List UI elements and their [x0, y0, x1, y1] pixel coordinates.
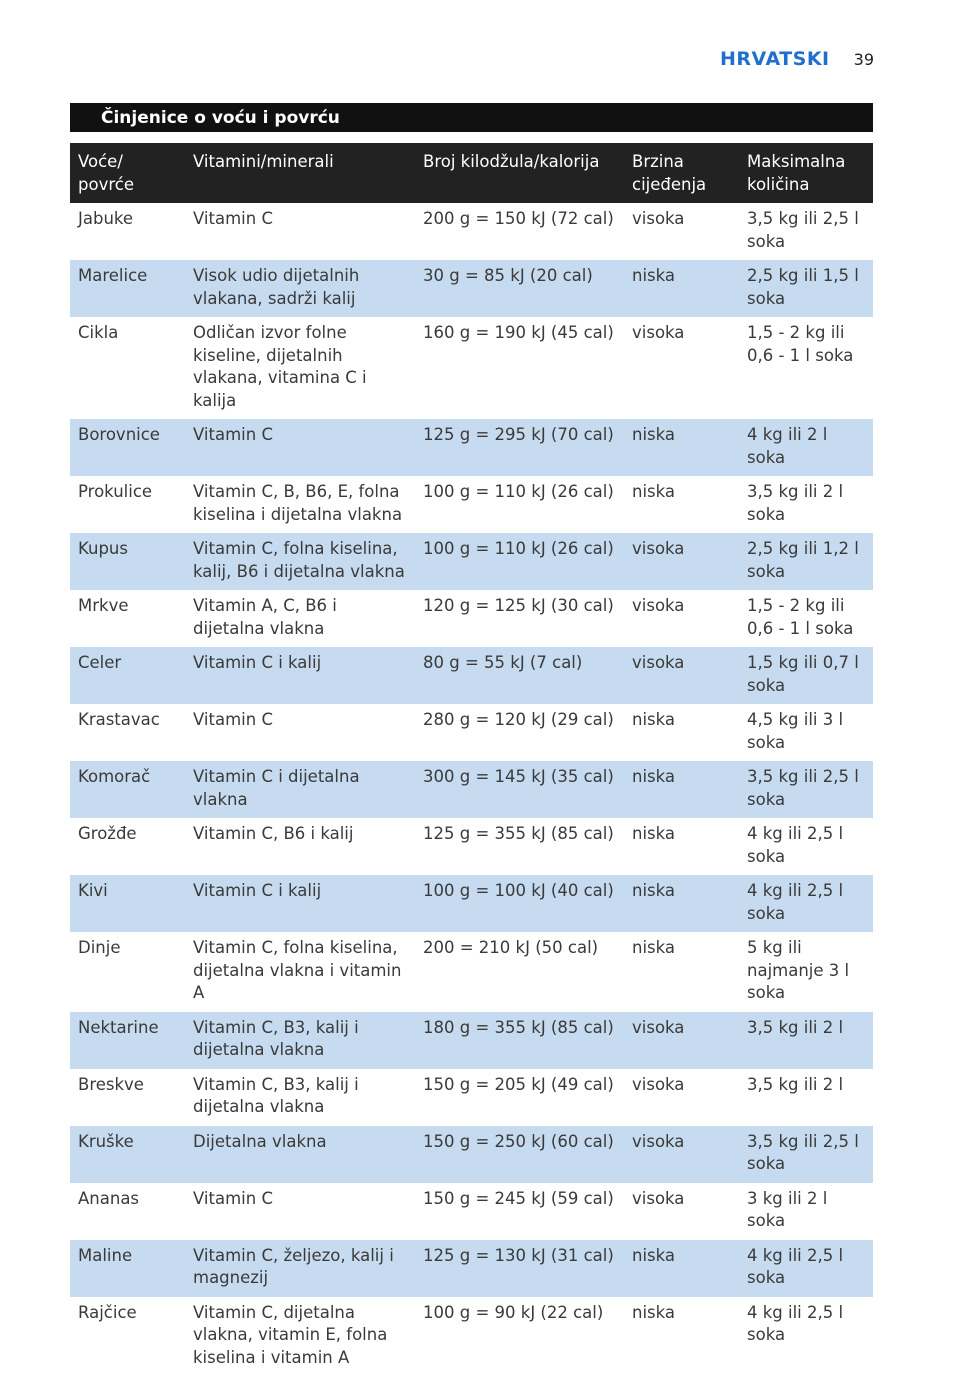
- cell-max-amount: 1,5 - 2 kg ili 0,6 - 1 l soka: [739, 590, 873, 647]
- cell-speed: niska: [624, 875, 739, 932]
- cell-vitamins: Vitamin C: [185, 419, 415, 476]
- table-row: [70, 1069, 873, 1126]
- cell-energy: 100 g = 110 kJ (26 cal): [415, 476, 624, 533]
- cell-energy: 125 g = 130 kJ (31 cal): [415, 1240, 624, 1297]
- table-row: [70, 203, 873, 260]
- cell-speed: niska: [624, 1297, 739, 1376]
- cell-energy: 125 g = 355 kJ (85 cal): [415, 818, 624, 875]
- cell-energy: 100 g = 100 kJ (40 cal): [415, 875, 624, 932]
- cell-speed: visoka: [624, 317, 739, 419]
- section-title: Činjenice o voću i povrću: [70, 103, 873, 132]
- cell-vitamins: Vitamin C, željezo, kalij i magnezij: [185, 1240, 415, 1297]
- cell-name: Marelice: [70, 260, 185, 317]
- cell-name: Cikla: [70, 317, 185, 419]
- cell-max-amount: 3,5 kg ili 2,5 l soka: [739, 203, 873, 260]
- cell-energy: 120 g = 125 kJ (30 cal): [415, 590, 624, 647]
- cell-max-amount: 1,5 - 2 kg ili 0,6 - 1 l soka: [739, 317, 873, 419]
- table-row: [70, 533, 873, 590]
- cell-speed: visoka: [624, 533, 739, 590]
- table-row: [70, 260, 873, 317]
- cell-name: Ananas: [70, 1183, 185, 1240]
- cell-name: Jabuke: [70, 203, 185, 260]
- cell-speed: niska: [624, 419, 739, 476]
- cell-speed: visoka: [624, 1012, 739, 1069]
- cell-speed: niska: [624, 932, 739, 1012]
- cell-speed: niska: [624, 818, 739, 875]
- cell-energy: 300 g = 145 kJ (35 cal): [415, 761, 624, 818]
- table-row: [70, 317, 873, 419]
- cell-name: Rajčice: [70, 1297, 185, 1376]
- cell-speed: niska: [624, 476, 739, 533]
- cell-max-amount: 3,5 kg ili 2 l: [739, 1069, 873, 1126]
- cell-name: Krastavac: [70, 704, 185, 761]
- cell-speed: visoka: [624, 203, 739, 260]
- cell-energy: 80 g = 55 kJ (7 cal): [415, 647, 624, 704]
- cell-speed: niska: [624, 704, 739, 761]
- table-row: [70, 818, 873, 875]
- column-header: Broj kilodžula/kalorija: [415, 143, 624, 203]
- cell-name: Borovnice: [70, 419, 185, 476]
- cell-max-amount: 3,5 kg ili 2,5 l soka: [739, 1126, 873, 1183]
- cell-speed: visoka: [624, 1126, 739, 1183]
- cell-speed: visoka: [624, 1183, 739, 1240]
- table-row: [70, 704, 873, 761]
- cell-max-amount: 4 kg ili 2,5 l soka: [739, 1240, 873, 1297]
- table-row: [70, 1183, 873, 1240]
- cell-max-amount: 2,5 kg ili 1,2 l soka: [739, 533, 873, 590]
- cell-name: Maline: [70, 1240, 185, 1297]
- table-row: [70, 1126, 873, 1183]
- cell-vitamins: Vitamin C, B6 i kalij: [185, 818, 415, 875]
- cell-max-amount: 1,5 kg ili 0,7 l soka: [739, 647, 873, 704]
- cell-max-amount: 4 kg ili 2,5 l soka: [739, 818, 873, 875]
- table-row: [70, 647, 873, 704]
- cell-energy: 160 g = 190 kJ (45 cal): [415, 317, 624, 419]
- cell-vitamins: Vitamin C, B, B6, E, folna kiselina i dijetalna vlakna: [185, 476, 415, 533]
- cell-energy: 150 g = 245 kJ (59 cal): [415, 1183, 624, 1240]
- cell-max-amount: 3 kg ili 2 l soka: [739, 1183, 873, 1240]
- cell-speed: visoka: [624, 590, 739, 647]
- cell-vitamins: Vitamin C: [185, 1183, 415, 1240]
- cell-energy: 150 g = 250 kJ (60 cal): [415, 1126, 624, 1183]
- cell-vitamins: Visok udio dijetalnih vlakana, sadrži kalij: [185, 260, 415, 317]
- cell-max-amount: 5 kg ili najmanje 3 l soka: [739, 932, 873, 1012]
- cell-vitamins: Odličan izvor folne kiseline, dijetalnih vlakana, vitamina C i kalija: [185, 317, 415, 419]
- cell-vitamins: Vitamin C: [185, 704, 415, 761]
- cell-speed: visoka: [624, 1069, 739, 1126]
- page-header: [720, 48, 874, 70]
- cell-max-amount: 2,5 kg ili 1,5 l soka: [739, 260, 873, 317]
- cell-vitamins: Vitamin A, C, B6 i dijetalna vlakna: [185, 590, 415, 647]
- table-row: [70, 419, 873, 476]
- cell-max-amount: 4 kg ili 2,5 l soka: [739, 1297, 873, 1376]
- cell-vitamins: Vitamin C, folna kiselina, kalij, B6 i dijetalna vlakna: [185, 533, 415, 590]
- column-header: Voće/ povrće: [70, 143, 185, 203]
- cell-vitamins: Vitamin C, dijetalna vlakna, vitamin E, folna kiselina i vitamin A: [185, 1297, 415, 1376]
- cell-vitamins: Vitamin C, folna kiselina, dijetalna vlakna i vitamin A: [185, 932, 415, 1012]
- cell-energy: 100 g = 110 kJ (26 cal): [415, 533, 624, 590]
- cell-name: Grožđe: [70, 818, 185, 875]
- cell-energy: 200 g = 150 kJ (72 cal): [415, 203, 624, 260]
- cell-energy: 30 g = 85 kJ (20 cal): [415, 260, 624, 317]
- cell-vitamins: Vitamin C: [185, 203, 415, 260]
- column-header: Maksimalna količina: [739, 143, 873, 203]
- cell-name: Breskve: [70, 1069, 185, 1126]
- table-row: [70, 1297, 873, 1376]
- cell-vitamins: Vitamin C, B3, kalij i dijetalna vlakna: [185, 1012, 415, 1069]
- cell-energy: 200 = 210 kJ (50 cal): [415, 932, 624, 1012]
- cell-max-amount: 3,5 kg ili 2,5 l soka: [739, 761, 873, 818]
- cell-max-amount: 3,5 kg ili 2 l soka: [739, 476, 873, 533]
- cell-energy: 280 g = 120 kJ (29 cal): [415, 704, 624, 761]
- table-row: [70, 590, 873, 647]
- cell-name: Dinje: [70, 932, 185, 1012]
- cell-vitamins: Dijetalna vlakna: [185, 1126, 415, 1183]
- fruit-vegetable-table: [70, 143, 873, 1376]
- cell-energy: 150 g = 205 kJ (49 cal): [415, 1069, 624, 1126]
- cell-max-amount: 4 kg ili 2 l soka: [739, 419, 873, 476]
- column-header: Vitamini/minerali: [185, 143, 415, 203]
- cell-name: Nektarine: [70, 1012, 185, 1069]
- cell-speed: niska: [624, 260, 739, 317]
- cell-energy: 125 g = 295 kJ (70 cal): [415, 419, 624, 476]
- page-number: 39: [854, 50, 874, 69]
- cell-name: Prokulice: [70, 476, 185, 533]
- cell-name: Celer: [70, 647, 185, 704]
- cell-vitamins: Vitamin C i dijetalna vlakna: [185, 761, 415, 818]
- cell-energy: 100 g = 90 kJ (22 cal): [415, 1297, 624, 1376]
- column-header: Brzina cijeđenja: [624, 143, 739, 203]
- cell-name: Mrkve: [70, 590, 185, 647]
- table-row: [70, 761, 873, 818]
- cell-vitamins: Vitamin C i kalij: [185, 647, 415, 704]
- cell-vitamins: Vitamin C i kalij: [185, 875, 415, 932]
- cell-name: Kupus: [70, 533, 185, 590]
- table-body: [70, 203, 873, 1376]
- table-row: [70, 875, 873, 932]
- cell-speed: visoka: [624, 647, 739, 704]
- cell-max-amount: 4,5 kg ili 3 l soka: [739, 704, 873, 761]
- table-row: [70, 1012, 873, 1069]
- cell-vitamins: Vitamin C, B3, kalij i dijetalna vlakna: [185, 1069, 415, 1126]
- table-row: [70, 932, 873, 1012]
- language-label: HRVATSKI: [720, 48, 830, 70]
- cell-speed: niska: [624, 1240, 739, 1297]
- cell-speed: niska: [624, 761, 739, 818]
- cell-max-amount: 3,5 kg ili 2 l: [739, 1012, 873, 1069]
- cell-name: Kivi: [70, 875, 185, 932]
- table-header-row: [70, 143, 873, 203]
- cell-energy: 180 g = 355 kJ (85 cal): [415, 1012, 624, 1069]
- table-row: [70, 1240, 873, 1297]
- cell-name: Komorač: [70, 761, 185, 818]
- cell-max-amount: 4 kg ili 2,5 l soka: [739, 875, 873, 932]
- cell-name: Kruške: [70, 1126, 185, 1183]
- table-row: [70, 476, 873, 533]
